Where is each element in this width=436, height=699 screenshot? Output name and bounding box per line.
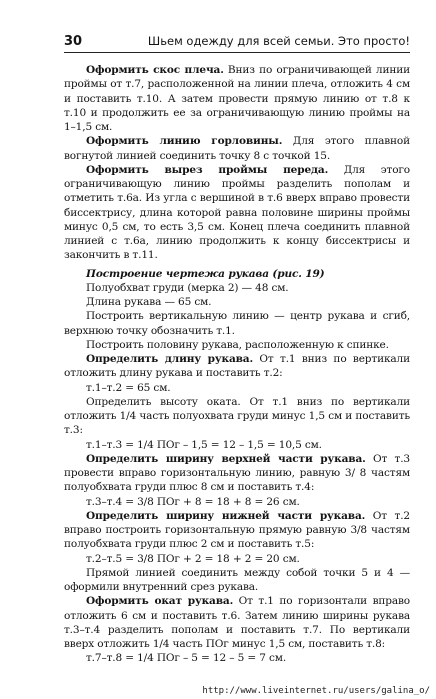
formula: т.1–т.2 = 65 см. [86, 381, 171, 394]
formula: т.2–т.5 = 3/8 ПОг + 2 = 18 + 2 = 20 см. [86, 552, 300, 565]
paragraph-text: Для этого ограничивающую линию проймы разделить пополам и отметить т.6а. Из угла с вершиной в т.6 вверх вправо провести биссектрису, длина которой равна половине ширины проймы минус 0,5 см, то есть 3,5 см. Конец плеча соединить плавной линией с т.6а, линию продолжить к концу биссектрисы и закончить в т.11. [64, 163, 411, 262]
paragraph: Прямой линией соединить между собой точки 5 и 4 — оформили внутренний срез рукава. [64, 566, 410, 593]
paragraph-text: От т.2 вправо построить горизонтальную прямую равную 3/8 частям полуобхвата груди плюс 2 см и поставить т.5: [64, 509, 410, 551]
paragraph-text: От т.3 провести вправо горизонтальную линию, равную 3/ 8 частям полуобхвата груди плюс 8 см и поставить т.4: [64, 452, 410, 494]
body-text [64, 63, 410, 666]
instruction-heading: Оформить вырез проймы переда. [86, 163, 329, 176]
paragraph [64, 163, 410, 263]
formula: т.1–т.3 = 1/4 ПОг – 1,5 = 12 – 1,5 = 10,5 см. [86, 438, 322, 451]
page-number: 30 [64, 34, 83, 49]
formula: т.3–т.4 = 3/8 ПОг + 8 = 18 + 8 = 26 см. [86, 495, 300, 508]
paragraph [64, 452, 410, 495]
paragraph [64, 352, 410, 381]
paragraph-text: Вниз по ограничивающей линии проймы от т.7, расположенной на линии плеча, отложить 4 см и поставить т.10. А затем провести прямую линию от т.8 к т.10 и продолжить ее за ограничивающую линию проймы на 1–1,5 см. [64, 64, 410, 133]
instruction-heading: Оформить окат рукава. [86, 595, 234, 608]
running-title: Шьем одежду для всей семьи. Это просто! [147, 34, 410, 48]
measurement-line: Длина рукава — 65 см. [86, 296, 212, 308]
instruction-heading: Оформить линию горловины. [86, 135, 283, 148]
source-url: http://www.liveinternet.ru/users/galina_o/ [202, 686, 430, 696]
paragraph-text: Для этого плавной вогнутой линией соединить точку 8 с точкой 15. [64, 135, 410, 162]
paragraph-text: От т.1 вниз по вертикали отложить длину рукава и поставить т.2: [64, 353, 410, 380]
section-title: Построение чертежа рукава (рис. 19) [86, 267, 325, 280]
formula: т.7–т.8 = 1/4 ПОг – 5 = 12 – 5 = 7 см. [86, 652, 287, 665]
page-header [64, 30, 410, 54]
paragraph [64, 509, 410, 552]
instruction-heading: Оформить скос плеча. [86, 64, 224, 76]
instruction-heading: Определить ширину нижней части рукава. [86, 509, 366, 522]
header-rule [64, 52, 410, 53]
paragraph: Построить вертикальную линию — центр рукава и сгиб, верхнюю точку обозначить т.1. [64, 310, 410, 337]
paragraph: Построить половину рукава, расположенную к спинке. [86, 338, 389, 351]
instruction-heading: Определить ширину верхней части рукава. [86, 452, 366, 465]
paragraph-text: От т.1 по горизонтали вправо отложить 6 см и поставить т.6. Затем линию ширины рукава т.3–т.4 разделить пополам и поставить т.7. По вертикали вверх отложить 1/4 часть ПОг минус 1,5 см, поставить т.8: [64, 595, 410, 650]
instruction-heading: Определить длину рукава. [86, 353, 254, 365]
paragraph [64, 134, 410, 163]
measurement-line: Полуобхват груди (мерка 2) — 48 см. [86, 281, 289, 294]
paragraph [64, 63, 410, 134]
paragraph [64, 594, 410, 651]
paragraph: Определить высоту оката. От т.1 вниз по вертикали отложить 1/4 часть полуохвата груди минус 1,5 см и поставить т.3: [64, 395, 410, 437]
